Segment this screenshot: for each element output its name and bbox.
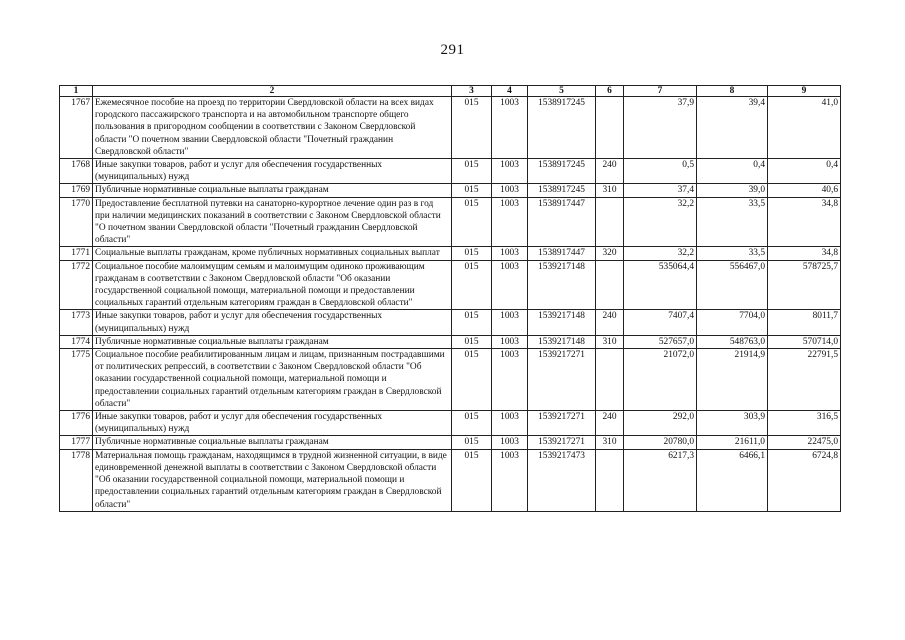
header-col-3: 3 xyxy=(452,86,492,97)
section-code: 1003 xyxy=(492,310,528,335)
table-body xyxy=(60,97,841,512)
section-code: 1003 xyxy=(492,159,528,184)
item-name: Ежемесячное пособие на проезд по территории Свердловской области на всех видах городского пассажирского транспорта и на автомобильном транспорте общего пользования в пригородном сообщении в соответствии с Законом Свердловской области "О почетном звании Свердловской области "Почетный гражданин Свердловской области" xyxy=(93,97,452,159)
amount-year-1: 527657,0 xyxy=(624,335,697,348)
amount-year-1: 6217,3 xyxy=(624,449,697,511)
table-row xyxy=(60,197,841,247)
amount-year-3: 0,4 xyxy=(768,159,841,184)
row-number: 1773 xyxy=(60,310,93,335)
header-col-2: 2 xyxy=(93,86,452,97)
amount-year-1: 535064,4 xyxy=(624,260,697,310)
table-row xyxy=(60,436,841,449)
item-name: Иные закупки товаров, работ и услуг для обеспечения государственных (муниципальных) нужд xyxy=(93,411,452,436)
amount-year-1: 20780,0 xyxy=(624,436,697,449)
target-article: 1538917447 xyxy=(528,247,596,260)
item-name: Публичные нормативные социальные выплаты гражданам xyxy=(93,335,452,348)
amount-year-1: 7407,4 xyxy=(624,310,697,335)
amount-year-3: 22475,0 xyxy=(768,436,841,449)
amount-year-1: 37,4 xyxy=(624,184,697,197)
target-article: 1539217148 xyxy=(528,335,596,348)
item-name: Иные закупки товаров, работ и услуг для обеспечения государственных (муниципальных) нужд xyxy=(93,310,452,335)
target-article: 1539217271 xyxy=(528,349,596,411)
header-col-8: 8 xyxy=(697,86,768,97)
section-code: 1003 xyxy=(492,436,528,449)
expense-type xyxy=(596,97,624,159)
amount-year-1: 292,0 xyxy=(624,411,697,436)
header-col-6: 6 xyxy=(596,86,624,97)
row-number: 1772 xyxy=(60,260,93,310)
row-number: 1769 xyxy=(60,184,93,197)
row-number: 1774 xyxy=(60,335,93,348)
amount-year-2: 33,5 xyxy=(697,197,768,247)
expense-type xyxy=(596,197,624,247)
header-col-5: 5 xyxy=(528,86,596,97)
amount-year-2: 0,4 xyxy=(697,159,768,184)
amount-year-2: 21611,0 xyxy=(697,436,768,449)
item-name: Публичные нормативные социальные выплаты гражданам xyxy=(93,436,452,449)
expense-type xyxy=(596,349,624,411)
expense-type xyxy=(596,449,624,511)
target-article: 1539217148 xyxy=(528,260,596,310)
expense-type: 310 xyxy=(596,184,624,197)
target-article: 1539217148 xyxy=(528,310,596,335)
section-code: 1003 xyxy=(492,449,528,511)
ministry-code: 015 xyxy=(452,197,492,247)
amount-year-2: 548763,0 xyxy=(697,335,768,348)
section-code: 1003 xyxy=(492,184,528,197)
target-article: 1538917245 xyxy=(528,184,596,197)
section-code: 1003 xyxy=(492,97,528,159)
ministry-code: 015 xyxy=(452,247,492,260)
expense-type: 310 xyxy=(596,436,624,449)
ministry-code: 015 xyxy=(452,260,492,310)
item-name: Публичные нормативные социальные выплаты гражданам xyxy=(93,184,452,197)
target-article: 1538917245 xyxy=(528,159,596,184)
table-row xyxy=(60,449,841,511)
table-row xyxy=(60,260,841,310)
table-row xyxy=(60,349,841,411)
target-article: 1539217271 xyxy=(528,436,596,449)
row-number: 1771 xyxy=(60,247,93,260)
row-number: 1775 xyxy=(60,349,93,411)
row-number: 1776 xyxy=(60,411,93,436)
amount-year-1: 37,9 xyxy=(624,97,697,159)
item-name: Иные закупки товаров, работ и услуг для обеспечения государственных (муниципальных) нужд xyxy=(93,159,452,184)
ministry-code: 015 xyxy=(452,97,492,159)
expense-type: 310 xyxy=(596,335,624,348)
amount-year-2: 556467,0 xyxy=(697,260,768,310)
ministry-code: 015 xyxy=(452,349,492,411)
expense-type: 240 xyxy=(596,310,624,335)
amount-year-3: 8011,7 xyxy=(768,310,841,335)
row-number: 1768 xyxy=(60,159,93,184)
expense-type: 240 xyxy=(596,159,624,184)
expense-type xyxy=(596,260,624,310)
table-row xyxy=(60,411,841,436)
item-name: Социальное пособие малоимущим семьям и малоимущим одиноко проживающим гражданам в соответствии с Законом Свердловской области "Об оказании государственной социальной помощи, материальной помощи и предоставлении социальных гарантий отдельным категориям граждан в Свердловской области" xyxy=(93,260,452,310)
row-number: 1770 xyxy=(60,197,93,247)
amount-year-1: 0,5 xyxy=(624,159,697,184)
section-code: 1003 xyxy=(492,335,528,348)
amount-year-3: 316,5 xyxy=(768,411,841,436)
amount-year-3: 578725,7 xyxy=(768,260,841,310)
target-article: 1539217271 xyxy=(528,411,596,436)
header-col-9: 9 xyxy=(768,86,841,97)
section-code: 1003 xyxy=(492,197,528,247)
row-number: 1778 xyxy=(60,449,93,511)
row-number: 1767 xyxy=(60,97,93,159)
item-name: Предоставление бесплатной путевки на санаторно-курортное лечение один раз в год при наличии медицинских показаний в соответствии с Законом Свердловской области "О почетном звании Свердловской области "Почетный гражданин Свердловской области" xyxy=(93,197,452,247)
table-row xyxy=(60,159,841,184)
amount-year-3: 34,8 xyxy=(768,197,841,247)
target-article: 1538917447 xyxy=(528,197,596,247)
ministry-code: 015 xyxy=(452,159,492,184)
page-number: 291 xyxy=(440,42,465,58)
amount-year-2: 6466,1 xyxy=(697,449,768,511)
section-code: 1003 xyxy=(492,411,528,436)
ministry-code: 015 xyxy=(452,449,492,511)
ministry-code: 015 xyxy=(452,184,492,197)
amount-year-3: 34,8 xyxy=(768,247,841,260)
item-name: Социальное пособие реабилитированным лицам и лицам, признанным пострадавшими от политических репрессий, в соответствии с Законом Свердловской области "Об оказании государственной социальной помощи, материальной помощи и предоставлении социальных гарантий отдельным категориям граждан в Свердловской области" xyxy=(93,349,452,411)
amount-year-3: 40,6 xyxy=(768,184,841,197)
header-col-7: 7 xyxy=(624,86,697,97)
target-article: 1538917245 xyxy=(528,97,596,159)
ministry-code: 015 xyxy=(452,436,492,449)
amount-year-3: 6724,8 xyxy=(768,449,841,511)
amount-year-2: 39,0 xyxy=(697,184,768,197)
table-row xyxy=(60,310,841,335)
amount-year-1: 32,2 xyxy=(624,247,697,260)
amount-year-2: 21914,9 xyxy=(697,349,768,411)
item-name: Социальные выплаты гражданам, кроме публичных нормативных социальных выплат xyxy=(93,247,452,260)
ministry-code: 015 xyxy=(452,411,492,436)
header-col-1: 1 xyxy=(60,86,93,97)
ministry-code: 015 xyxy=(452,335,492,348)
row-number: 1777 xyxy=(60,436,93,449)
amount-year-3: 570714,0 xyxy=(768,335,841,348)
section-code: 1003 xyxy=(492,260,528,310)
amount-year-2: 39,4 xyxy=(697,97,768,159)
amount-year-2: 303,9 xyxy=(697,411,768,436)
target-article: 1539217473 xyxy=(528,449,596,511)
table-row xyxy=(60,335,841,348)
header-col-4: 4 xyxy=(492,86,528,97)
header-row xyxy=(60,86,841,97)
section-code: 1003 xyxy=(492,349,528,411)
ministry-code: 015 xyxy=(452,310,492,335)
expense-type: 320 xyxy=(596,247,624,260)
amount-year-1: 21072,0 xyxy=(624,349,697,411)
table-row xyxy=(60,184,841,197)
amount-year-2: 7704,0 xyxy=(697,310,768,335)
section-code: 1003 xyxy=(492,247,528,260)
table-row xyxy=(60,247,841,260)
amount-year-1: 32,2 xyxy=(624,197,697,247)
expense-type: 240 xyxy=(596,411,624,436)
item-name: Материальная помощь гражданам, находящимся в трудной жизненной ситуации, в виде единовременной денежной выплаты в соответствии с Законом Свердловской области "Об оказании государственной социальной помощи, материальной помощи и предоставлении социальных гарантий отдельным категориям граждан в Свердловской области" xyxy=(93,449,452,511)
budget-table xyxy=(59,85,841,512)
amount-year-3: 22791,5 xyxy=(768,349,841,411)
table-row xyxy=(60,97,841,159)
amount-year-2: 33,5 xyxy=(697,247,768,260)
amount-year-3: 41,0 xyxy=(768,97,841,159)
